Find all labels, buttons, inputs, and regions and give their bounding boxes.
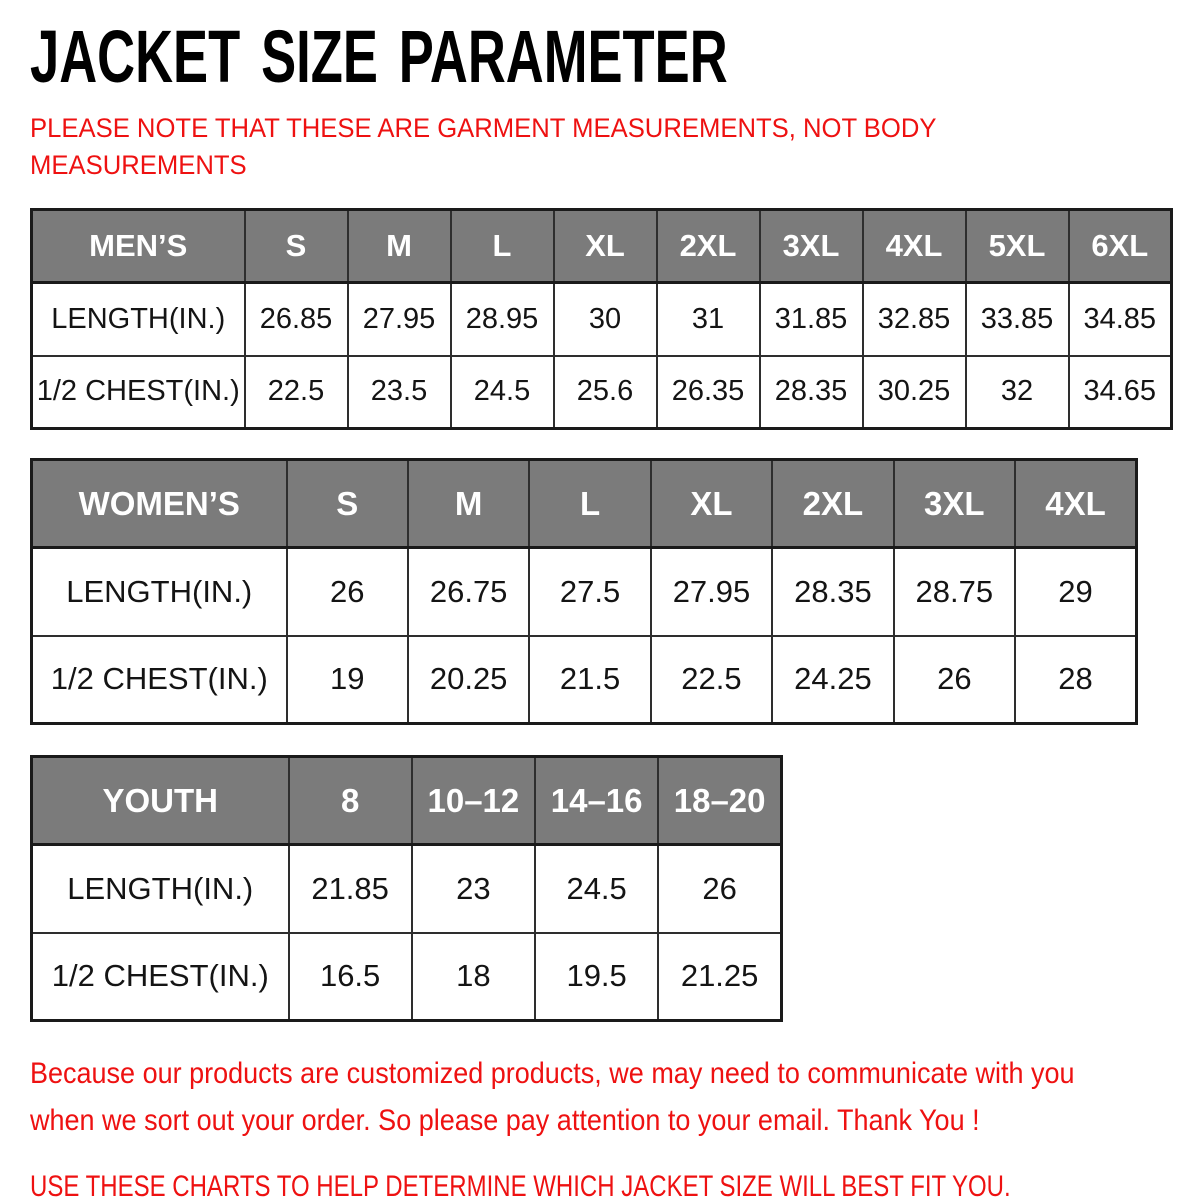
- measurement-cell: 25.6: [554, 356, 657, 429]
- mens-measurement-row: [32, 356, 1172, 429]
- size-column-header: 4XL: [863, 210, 966, 283]
- customization-notice-line-2: when we sort out your order. So please pay attention to your email. Thank You !: [30, 1104, 980, 1137]
- row-label-cell: LENGTH(IN.): [32, 548, 287, 636]
- size-column-header: 2XL: [657, 210, 760, 283]
- womens-measurement-row: [32, 548, 1137, 636]
- measurement-cell: 27.95: [348, 283, 451, 356]
- womens-header-row: [32, 460, 1137, 548]
- measurement-cell: 27.95: [651, 548, 772, 636]
- size-column-header: 3XL: [760, 210, 863, 283]
- womens-size-table: [30, 458, 1138, 725]
- mens-size-table: [30, 208, 1173, 430]
- size-column-header: 3XL: [894, 460, 1015, 548]
- measurement-cell: 19: [287, 636, 408, 724]
- measurement-cell: 32.85: [863, 283, 966, 356]
- youth-measurement-row: [32, 845, 782, 933]
- size-column-header: 2XL: [772, 460, 893, 548]
- size-column-header: 10–12: [412, 757, 535, 845]
- measurement-cell: 33.85: [966, 283, 1069, 356]
- note-line-1: PLEASE NOTE THAT THESE ARE GARMENT MEASUREMENTS, NOT BODY: [30, 113, 937, 143]
- measurement-cell: 24.5: [535, 845, 658, 933]
- mens-measurement-row: [32, 283, 1172, 356]
- row-label-cell: LENGTH(IN.): [32, 845, 289, 933]
- size-column-header: XL: [554, 210, 657, 283]
- measurement-cell: 34.65: [1069, 356, 1172, 429]
- row-label-cell: 1/2 CHEST(IN.): [32, 356, 245, 429]
- youth-table-title: YOUTH: [32, 757, 289, 845]
- size-column-header: S: [287, 460, 408, 548]
- size-column-header: 5XL: [966, 210, 1069, 283]
- measurement-cell: 26: [287, 548, 408, 636]
- measurement-cell: 28: [1015, 636, 1136, 724]
- measurement-cell: 26.85: [245, 283, 348, 356]
- size-column-header: 6XL: [1069, 210, 1172, 283]
- measurement-cell: 21.5: [529, 636, 650, 724]
- customization-notice: [30, 1050, 1172, 1144]
- size-column-header: 18–20: [658, 757, 781, 845]
- row-label-cell: LENGTH(IN.): [32, 283, 245, 356]
- measurement-cell: 18: [412, 933, 535, 1021]
- garment-measurement-note: [30, 110, 1172, 184]
- measurement-cell: 28.35: [772, 548, 893, 636]
- measurement-cell: 22.5: [245, 356, 348, 429]
- measurement-cell: 28.95: [451, 283, 554, 356]
- measurement-cell: 23.5: [348, 356, 451, 429]
- measurement-cell: 26: [894, 636, 1015, 724]
- measurement-cell: 21.85: [289, 845, 412, 933]
- youth-size-table: [30, 755, 783, 1022]
- womens-table-title: WOMEN’S: [32, 460, 287, 548]
- measurement-cell: 34.85: [1069, 283, 1172, 356]
- size-column-header: L: [529, 460, 650, 548]
- measurement-cell: 27.5: [529, 548, 650, 636]
- measurement-cell: 26.75: [408, 548, 529, 636]
- measurement-cell: 32: [966, 356, 1069, 429]
- measurement-cell: 30.25: [863, 356, 966, 429]
- mens-table-title: MEN’S: [32, 210, 245, 283]
- row-label-cell: 1/2 CHEST(IN.): [32, 933, 289, 1021]
- measurement-cell: 21.25: [658, 933, 781, 1021]
- size-column-header: M: [348, 210, 451, 283]
- measurement-cell: 30: [554, 283, 657, 356]
- measurement-cell: 23: [412, 845, 535, 933]
- measurement-cell: 31: [657, 283, 760, 356]
- measurement-cell: 28.35: [760, 356, 863, 429]
- measurement-cell: 22.5: [651, 636, 772, 724]
- chart-usage-note: USE THESE CHARTS TO HELP DETERMINE WHICH JACKET SIZE WILL BEST FIT YOU.: [30, 1170, 1011, 1203]
- size-column-header: XL: [651, 460, 772, 548]
- customization-notice-line-1: Because our products are customized products, we may need to communicate with you: [30, 1057, 1075, 1090]
- measurement-cell: 24.25: [772, 636, 893, 724]
- measurement-cell: 28.75: [894, 548, 1015, 636]
- row-label-cell: 1/2 CHEST(IN.): [32, 636, 287, 724]
- size-column-header: M: [408, 460, 529, 548]
- measurement-cell: 19.5: [535, 933, 658, 1021]
- measurement-cell: 26.35: [657, 356, 760, 429]
- mens-header-row: [32, 210, 1172, 283]
- measurement-cell: 16.5: [289, 933, 412, 1021]
- size-column-header: 14–16: [535, 757, 658, 845]
- measurement-cell: 29: [1015, 548, 1136, 636]
- measurement-cell: 31.85: [760, 283, 863, 356]
- size-column-header: 8: [289, 757, 412, 845]
- size-column-header: 4XL: [1015, 460, 1136, 548]
- measurement-cell: 24.5: [451, 356, 554, 429]
- measurement-cell: 20.25: [408, 636, 529, 724]
- measurement-cell: 26: [658, 845, 781, 933]
- youth-measurement-row: [32, 933, 782, 1021]
- page-title: JACKET SIZE PARAMETER: [30, 15, 728, 98]
- size-column-header: S: [245, 210, 348, 283]
- womens-measurement-row: [32, 636, 1137, 724]
- size-column-header: L: [451, 210, 554, 283]
- youth-header-row: [32, 757, 782, 845]
- note-line-2: MEASUREMENTS: [30, 150, 247, 180]
